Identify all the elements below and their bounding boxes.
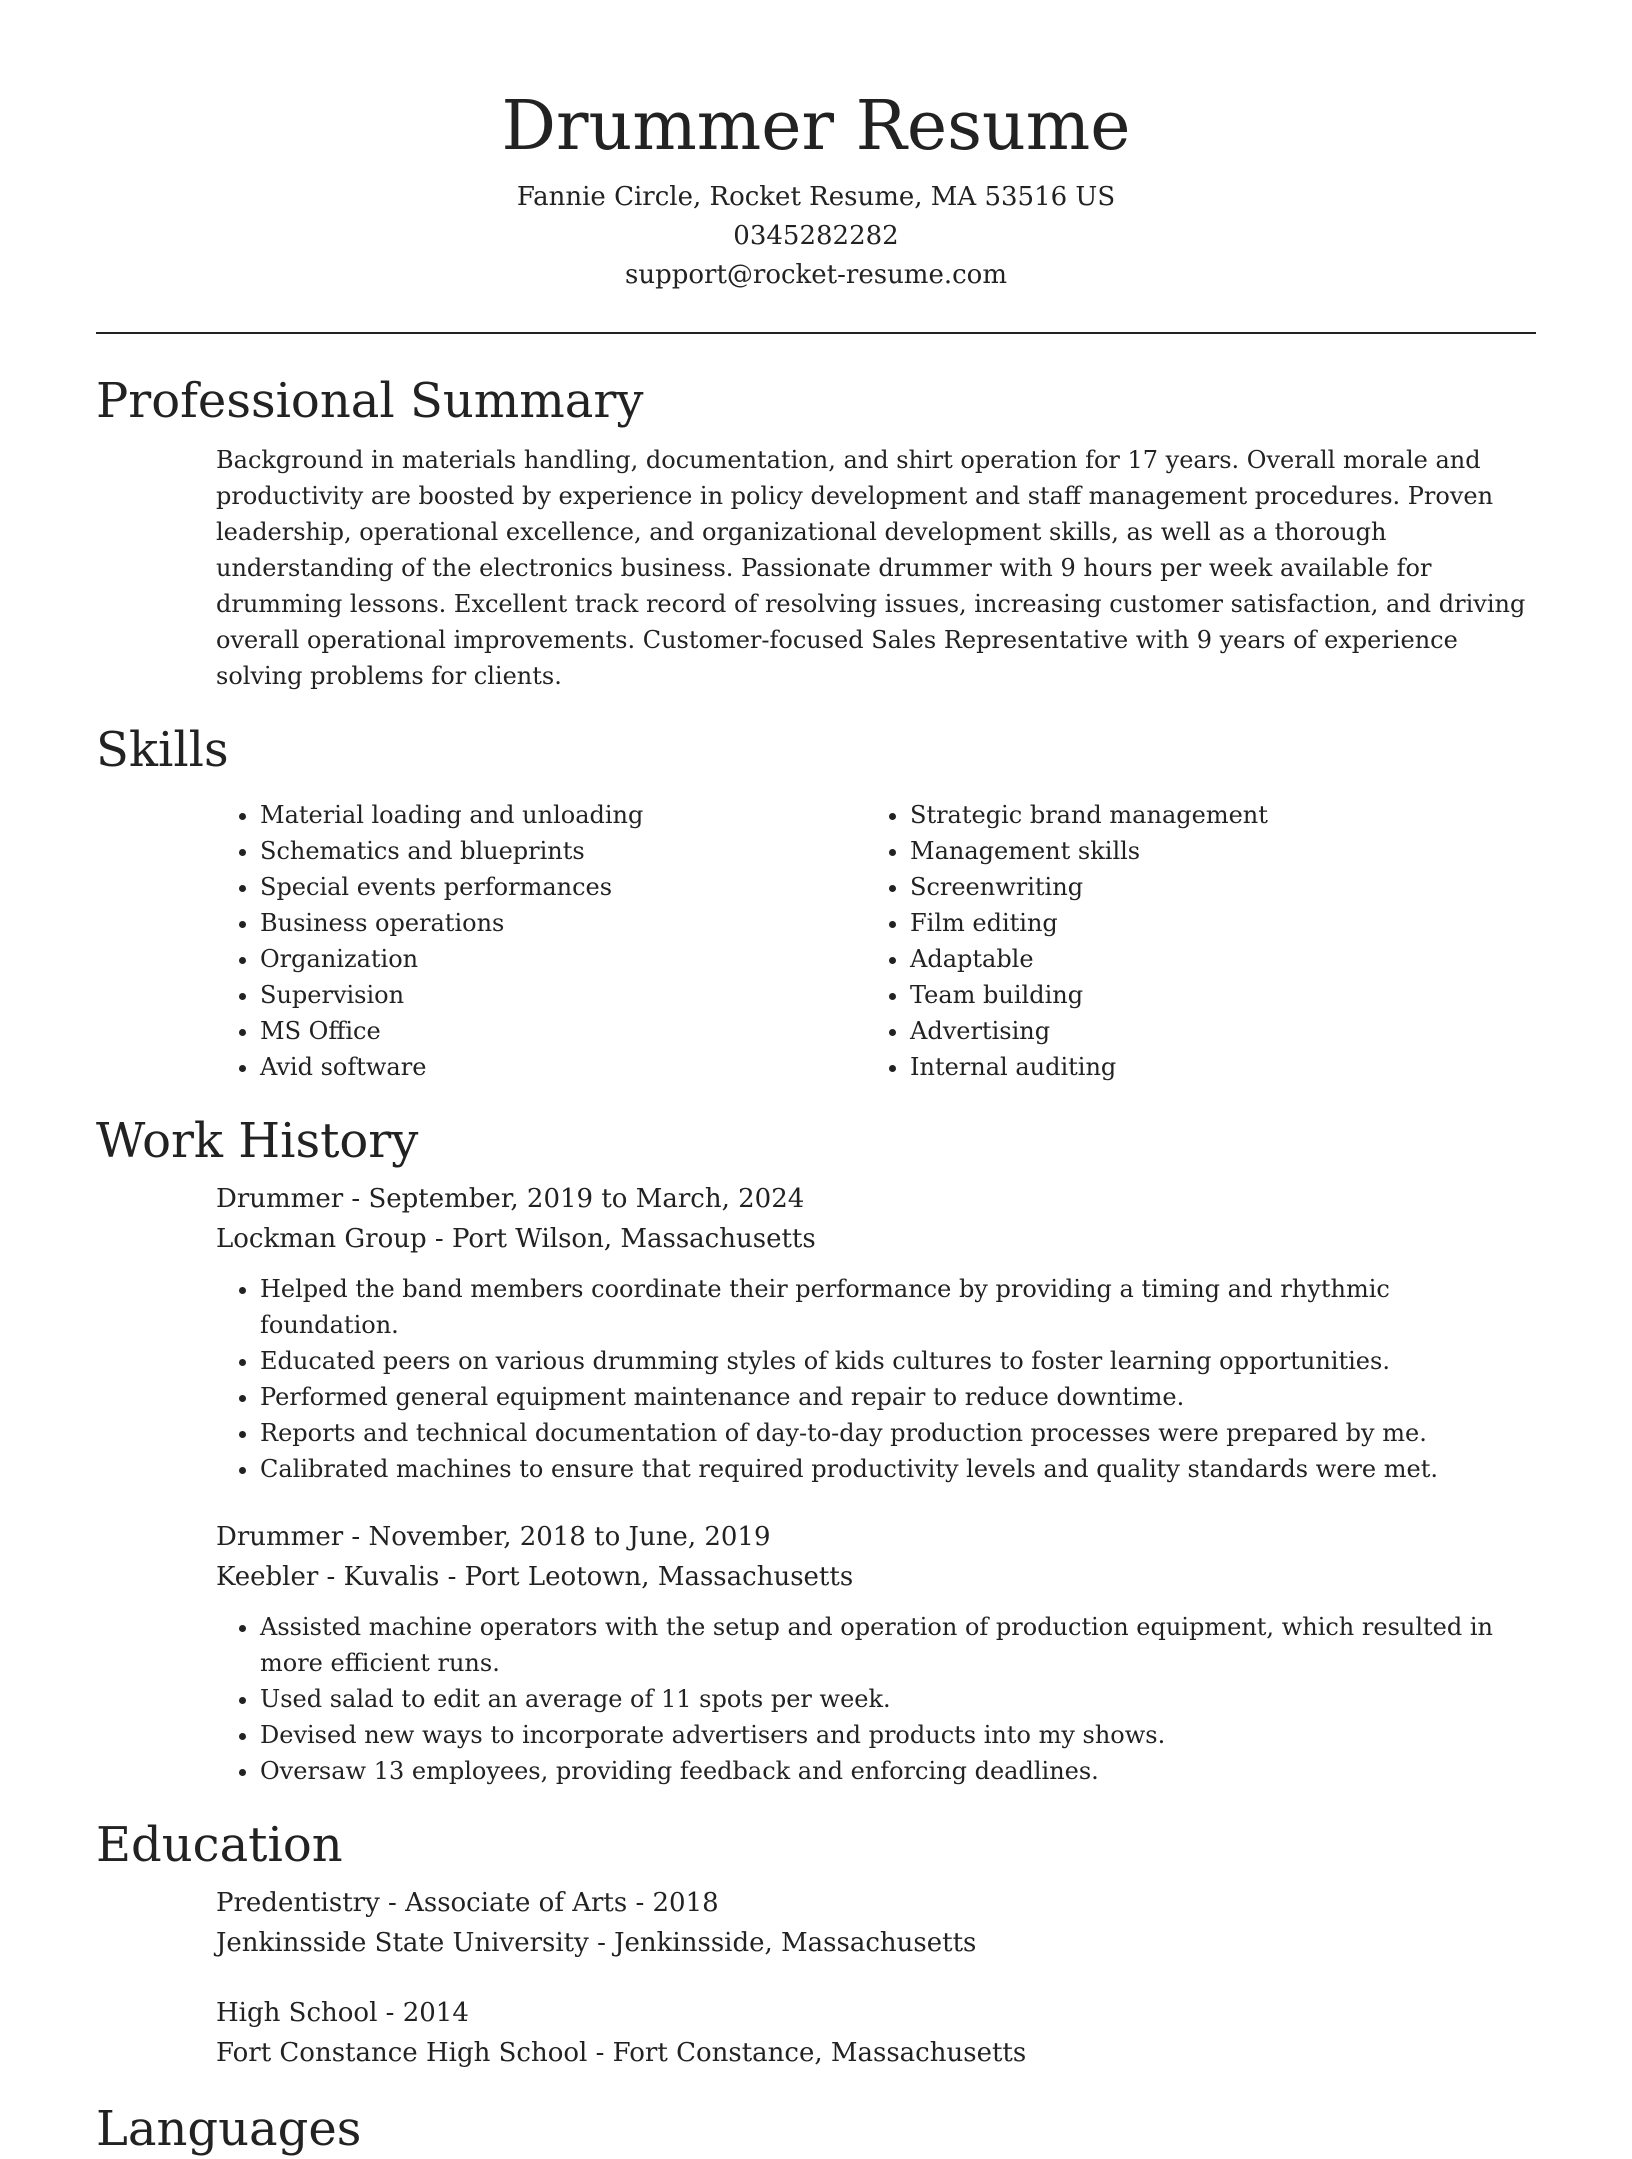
job-bullet: • Helped the band members coordinate their performance by providing a timing and rhythmic foundation. xyxy=(260,1271,1536,1343)
skills-grid xyxy=(216,797,1536,1085)
skill-item: • Business operations xyxy=(260,905,866,941)
skill-item: • Screenwriting xyxy=(910,869,1516,905)
resume-header xyxy=(96,0,1536,295)
skill-item: • Management skills xyxy=(910,833,1516,869)
job-bullets xyxy=(216,1271,1536,1487)
languages-section xyxy=(96,2099,1536,2159)
languages-heading: Languages xyxy=(96,2101,362,2157)
job-bullet: • Performed general equipment maintenance and repair to reduce downtime. xyxy=(260,1379,1536,1415)
skill-item: • MS Office xyxy=(260,1013,866,1049)
education-entry xyxy=(216,1993,1536,2073)
job-company: Lockman Group - Port Wilson, Massachusetts xyxy=(216,1224,816,1254)
education-degree: Predentistry - Associate of Arts - 2018 xyxy=(216,1888,719,1918)
skill-item: • Advertising xyxy=(910,1013,1516,1049)
education-school: Fort Constance High School - Fort Constance, Massachusetts xyxy=(216,2038,1027,2068)
summary-text: Background in materials handling, documentation, and shirt operation for 17 years. Overall morale and productivity are boosted by experience in policy development and staff management procedures. Proven leadership, operational excellence, and organizational development skills, as well as a thorough understanding of the electronics business. Passionate drummer with 9 hours per week available for drumming lessons. Excellent track record of resolving issues, increasing customer satisfaction, and driving overall operational improvements. Customer-focused Sales Representative with 9 years of experience solving problems for clients. xyxy=(216,446,1526,690)
contact-email: support@rocket-resume.com xyxy=(624,260,1007,290)
job-bullet: • Devised new ways to incorporate advertisers and products into my shows. xyxy=(260,1717,1536,1753)
education-entry xyxy=(216,1883,1536,1963)
skill-item: • Supervision xyxy=(260,977,866,1013)
summary-heading: Professional Summary xyxy=(96,373,644,429)
education-school: Jenkinsside State University - Jenkinsside, Massachusetts xyxy=(216,1928,977,1958)
skill-item: • Internal auditing xyxy=(910,1049,1516,1085)
job-bullet: • Calibrated machines to ensure that required productivity levels and quality standards were met. xyxy=(260,1451,1536,1487)
job-title: Drummer - September, 2019 to March, 2024 xyxy=(216,1184,805,1214)
contact-block xyxy=(96,178,1536,295)
skill-item: • Team building xyxy=(910,977,1516,1013)
job-entry xyxy=(216,1179,1536,1487)
skills-heading: Skills xyxy=(96,722,229,778)
skill-item: • Material loading and unloading xyxy=(260,797,866,833)
header-divider xyxy=(96,332,1536,334)
resume-page xyxy=(96,0,1536,2159)
skills-list-right xyxy=(866,797,1516,1085)
work-section xyxy=(96,1111,1536,1789)
skill-item: • Organization xyxy=(260,941,866,977)
skills-list-left xyxy=(216,797,866,1085)
job-bullet: • Educated peers on various drumming styles of kids cultures to foster learning opportunities. xyxy=(260,1343,1536,1379)
skill-item: • Schematics and blueprints xyxy=(260,833,866,869)
education-heading: Education xyxy=(96,1817,343,1873)
skill-item: • Avid software xyxy=(260,1049,866,1085)
job-bullet: • Assisted machine operators with the setup and operation of production equipment, which resulted in more efficient runs. xyxy=(260,1609,1536,1681)
skills-section xyxy=(96,720,1536,1085)
job-bullets xyxy=(216,1609,1536,1789)
job-bullet: • Used salad to edit an average of 11 spots per week. xyxy=(260,1681,1536,1717)
education-degree: High School - 2014 xyxy=(216,1998,469,2028)
job-entry xyxy=(216,1517,1536,1789)
summary-section xyxy=(96,371,1536,694)
job-company: Keebler - Kuvalis - Port Leotown, Massachusetts xyxy=(216,1562,854,1592)
work-heading: Work History xyxy=(96,1113,419,1169)
job-bullet: • Reports and technical documentation of day-to-day production processes were prepared by me. xyxy=(260,1415,1536,1451)
contact-phone: 0345282282 xyxy=(733,221,899,251)
job-bullet: • Oversaw 13 employees, providing feedback and enforcing deadlines. xyxy=(260,1753,1536,1789)
job-title: Drummer - November, 2018 to June, 2019 xyxy=(216,1522,771,1552)
education-section xyxy=(96,1815,1536,2073)
resume-title: Drummer Resume xyxy=(501,87,1131,166)
summary-body xyxy=(216,442,1536,694)
skill-item: • Adaptable xyxy=(910,941,1516,977)
skill-item: • Strategic brand management xyxy=(910,797,1516,833)
contact-address: Fannie Circle, Rocket Resume, MA 53516 US xyxy=(516,182,1116,212)
skill-item: • Film editing xyxy=(910,905,1516,941)
skill-item: • Special events performances xyxy=(260,869,866,905)
